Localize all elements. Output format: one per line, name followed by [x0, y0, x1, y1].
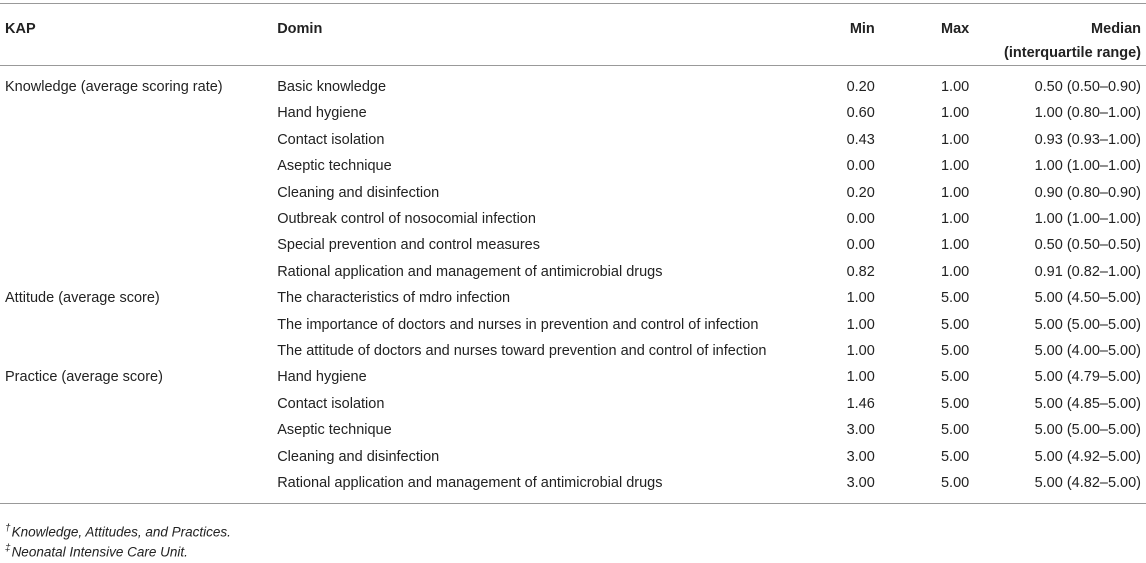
header-min: Min [849, 21, 875, 37]
footnote-2-mark: ‡ [5, 543, 11, 554]
table-row [0, 259, 1146, 285]
cell-kap [0, 153, 277, 179]
table-row [0, 180, 1146, 206]
cell-kap [0, 470, 277, 503]
table-row [0, 127, 1146, 153]
table-row [0, 206, 1146, 232]
footnote-1-text: Knowledge, Attitudes, and Practices. [11, 524, 231, 540]
footnote-1 [5, 523, 231, 540]
cell-min: 0.00 [846, 158, 875, 175]
cell-min: 0.43 [846, 131, 875, 148]
cell-kap [0, 100, 277, 126]
cell-max: 5.00 [940, 475, 970, 492]
cell-min: 1.46 [846, 395, 875, 412]
cell-domain: Special prevention and control measures [277, 237, 540, 254]
cell-kap [0, 180, 277, 206]
cell-kap [0, 391, 277, 417]
cell-domain: Outbreak control of nosocomial infection [277, 211, 536, 228]
footnote-2 [5, 543, 188, 560]
table-row [0, 66, 1146, 101]
table-row [0, 285, 1146, 311]
cell-max: 5.00 [940, 343, 970, 360]
table-row [0, 364, 1146, 390]
cell-max: 1.00 [940, 105, 970, 122]
table-row [0, 153, 1146, 179]
cell-domain: Contact isolation [277, 395, 385, 412]
cell-max: 1.00 [940, 184, 970, 201]
cell-median: 0.91 (0.82–1.00) [1034, 263, 1141, 280]
header-median-line2: (interquartile range) [1004, 45, 1141, 61]
cell-median: 1.00 (1.00–1.00) [1034, 158, 1141, 175]
cell-domain: Aseptic technique [277, 158, 392, 175]
cell-kap [0, 206, 277, 232]
cell-min: 3.00 [846, 448, 875, 465]
cell-min: 0.82 [846, 263, 875, 280]
table-header-row [0, 4, 1146, 66]
cell-domain: The attitude of doctors and nurses toward prevention and control of infection [277, 343, 767, 360]
header-median [973, 4, 1146, 66]
cell-domain: Hand hygiene [277, 105, 367, 122]
cell-min: 1.00 [846, 343, 875, 360]
cell-min: 3.00 [846, 475, 875, 492]
cell-median: 5.00 (4.85–5.00) [1034, 395, 1141, 412]
cell-median: 0.90 (0.80–0.90) [1034, 184, 1141, 201]
cell-min: 0.00 [846, 211, 875, 228]
cell-median: 0.93 (0.93–1.00) [1034, 131, 1141, 148]
cell-max: 1.00 [940, 79, 970, 95]
cell-median: 1.00 (0.80–1.00) [1034, 105, 1141, 122]
cell-max: 1.00 [940, 158, 970, 175]
cell-domain: Rational application and management of antimicrobial drugs [277, 263, 663, 280]
cell-kap [0, 312, 277, 338]
header-median-line1: Median [1091, 21, 1141, 37]
table-row [0, 470, 1146, 503]
cell-median: 5.00 (4.00–5.00) [1034, 343, 1141, 360]
cell-max: 5.00 [940, 395, 970, 412]
cell-domain: Basic knowledge [277, 79, 387, 95]
cell-median: 5.00 (5.00–5.00) [1034, 316, 1141, 333]
cell-domain: Contact isolation [277, 131, 385, 148]
cell-max: 5.00 [940, 422, 970, 439]
table-row [0, 312, 1146, 338]
cell-kap [0, 259, 277, 285]
cell-max: 1.00 [940, 211, 970, 228]
cell-min: 0.60 [846, 105, 875, 122]
cell-max: 1.00 [940, 131, 970, 148]
cell-kap [0, 444, 277, 470]
cell-min: 1.00 [846, 316, 875, 333]
cell-median: 5.00 (5.00–5.00) [1034, 422, 1141, 439]
cell-min: 1.00 [846, 369, 875, 386]
cell-domain: Cleaning and disinfection [277, 184, 440, 201]
cell-kap: Practice (average score) [5, 369, 163, 386]
cell-kap: Knowledge (average scoring rate) [5, 79, 223, 95]
cell-max: 5.00 [940, 290, 970, 307]
header-max: Max [941, 21, 970, 37]
cell-max: 1.00 [940, 263, 970, 280]
cell-median: 5.00 (4.82–5.00) [1034, 475, 1141, 492]
table-body [0, 66, 1146, 504]
table-row [0, 100, 1146, 126]
cell-kap [0, 338, 277, 364]
cell-min: 1.00 [846, 290, 875, 307]
cell-median: 5.00 (4.92–5.00) [1034, 448, 1141, 465]
cell-min: 0.20 [846, 184, 875, 201]
table-row [0, 391, 1146, 417]
cell-domain: Rational application and management of antimicrobial drugs [277, 475, 663, 492]
cell-max: 1.00 [940, 237, 970, 254]
cell-domain: Aseptic technique [277, 422, 392, 439]
cell-max: 5.00 [940, 369, 970, 386]
cell-median: 5.00 (4.79–5.00) [1034, 369, 1141, 386]
cell-domain: The characteristics of mdro infection [277, 290, 511, 307]
header-kap: KAP [5, 21, 36, 37]
table-row [0, 417, 1146, 443]
cell-domain: The importance of doctors and nurses in prevention and control of infection [277, 316, 759, 333]
footnote-2-text: Neonatal Intensive Care Unit. [11, 544, 188, 560]
table-row [0, 444, 1146, 470]
table-row [0, 338, 1146, 364]
cell-domain: Cleaning and disinfection [277, 448, 440, 465]
cell-median: 5.00 (4.50–5.00) [1034, 290, 1141, 307]
cell-min: 0.00 [846, 237, 875, 254]
cell-max: 5.00 [940, 316, 970, 333]
kap-table [0, 3, 1146, 504]
cell-min: 0.20 [846, 79, 875, 95]
cell-kap: Attitude (average score) [5, 290, 160, 307]
cell-median: 0.50 (0.50–0.90) [1034, 79, 1141, 95]
cell-kap [0, 127, 277, 153]
table-row [0, 232, 1146, 258]
header-domain: Domin [277, 21, 323, 37]
cell-domain: Hand hygiene [277, 369, 367, 386]
cell-median: 1.00 (1.00–1.00) [1034, 211, 1141, 228]
cell-median: 0.50 (0.50–0.50) [1034, 237, 1141, 254]
cell-kap [0, 417, 277, 443]
cell-min: 3.00 [846, 422, 875, 439]
footnote-1-mark: † [5, 523, 11, 534]
cell-max: 5.00 [940, 448, 970, 465]
cell-kap [0, 232, 277, 258]
